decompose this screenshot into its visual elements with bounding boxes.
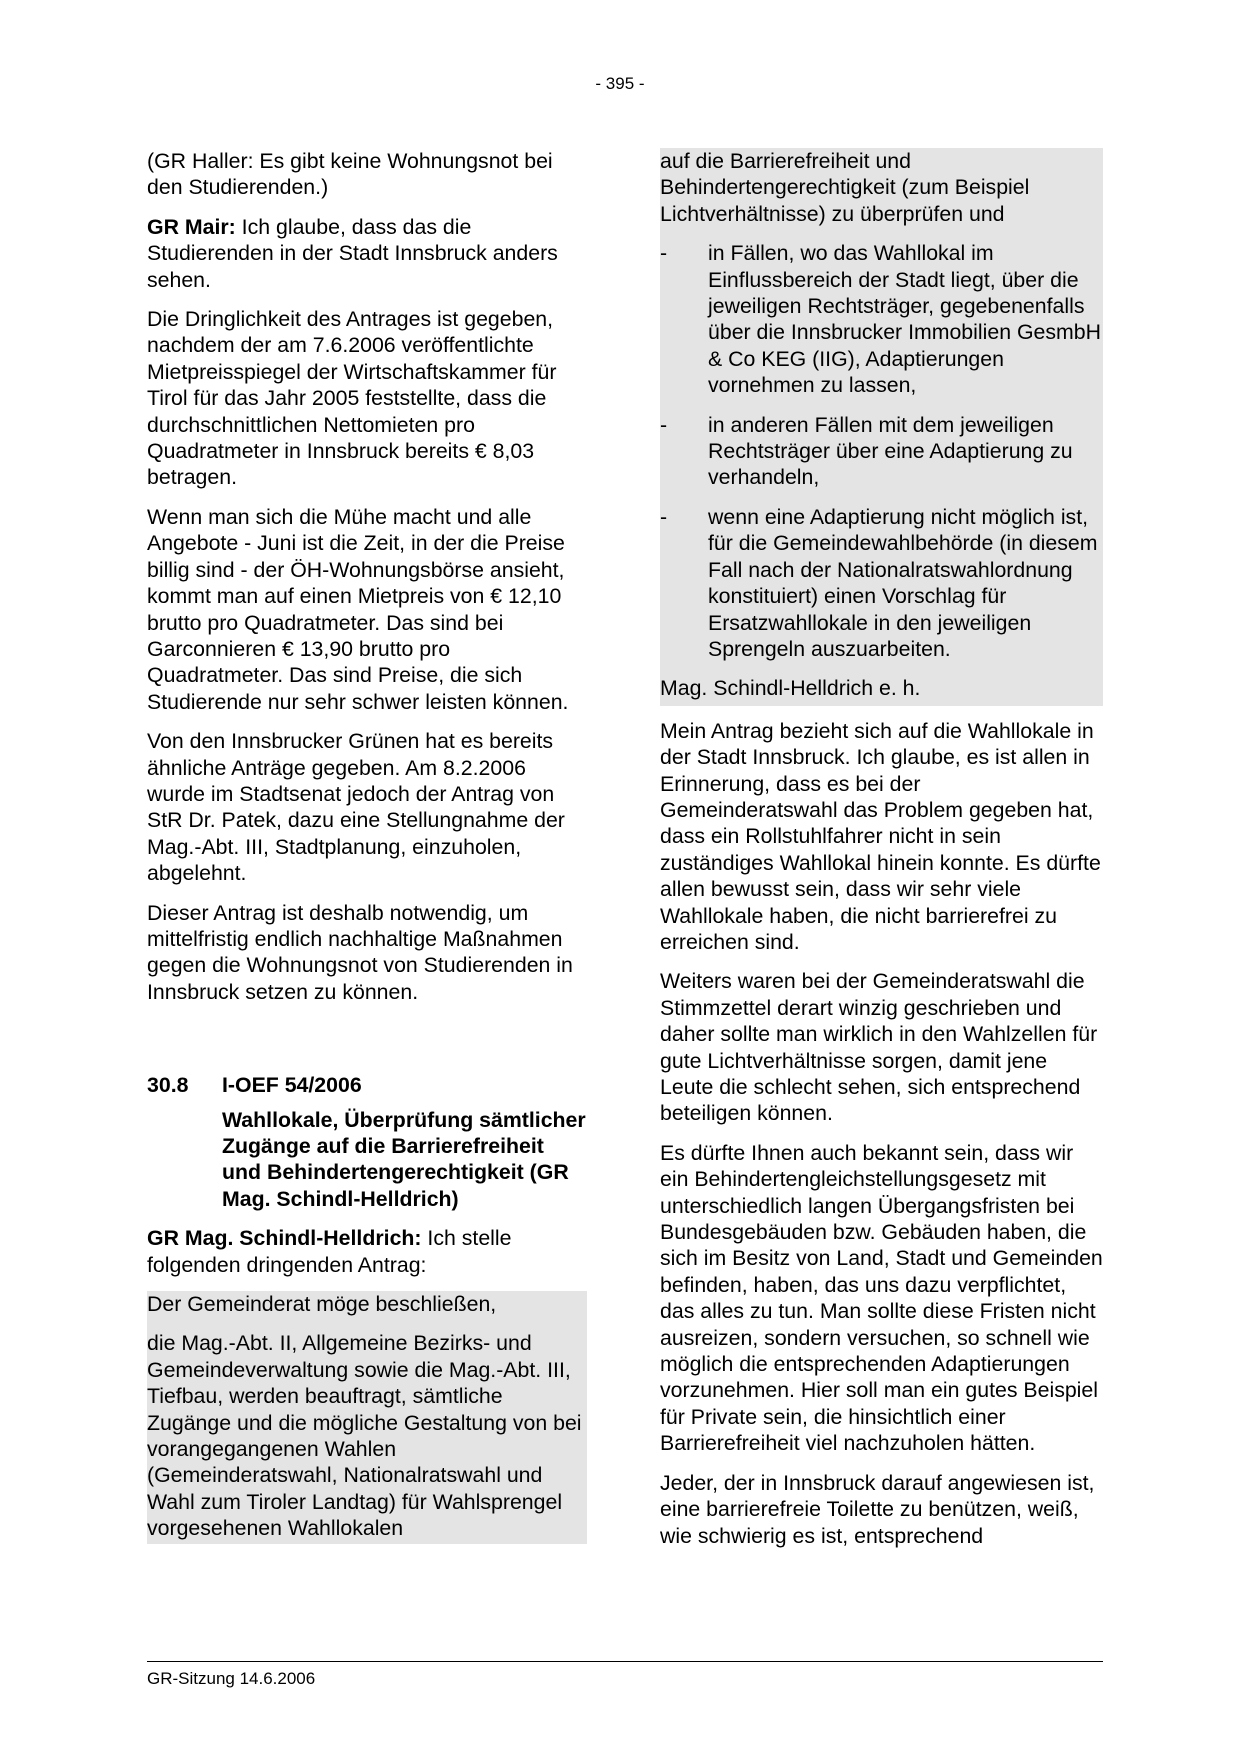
speaker-name: GR Mair: xyxy=(147,214,236,239)
speech-paragraph: Dieser Antrag ist deshalb notwendig, um mittelfristig endlich nachhaltige Maßnahmen gegen die Wohnungsnot von Studierenden in Innsbruck setzen zu können. xyxy=(147,900,573,1004)
speech-paragraph: Jeder, der in Innsbruck darauf angewiesen ist, eine barrierefreie Toilette zu benützen, weiß, wie schwierig es ist, entsprechend xyxy=(660,1470,1095,1548)
speech-paragraph: Weiters waren bei der Gemeinderatswahl die Stimmzettel derart winzig geschrieben und daher sollte man wirklich in den Wahlzellen für gute Lichtverhältnisse sorgen, damit jene Leute die schlecht sehen, sich entsprechend beteiligen können. xyxy=(660,969,1098,1126)
list-dash: - xyxy=(660,504,668,529)
footer-divider xyxy=(147,1661,1103,1662)
motion-list-item xyxy=(660,240,1103,411)
section-heading xyxy=(147,1072,587,1098)
footer-session-label: GR-Sitzung 14.6.2006 xyxy=(147,1669,316,1688)
speech-paragraph xyxy=(147,1225,587,1278)
speech-paragraph: Es dürfte Ihnen auch bekannt sein, dass wir ein Behindertengleichstellungsgesetz mit unterschiedlich langen Übergangsfristen bei Bundesgebäuden bzw. Gebäuden haben, die sich im Besitz von Land, Stadt und Gemeinden befinden, haben, das uns dazu verpflichtet, das alles zu tun. Man sollte diese Fristen nicht ausreizen, sondern versuchen, so schnell wie möglich die entsprechenden Adaptierungen vorzunehmen. Hier soll man ein gutes Beispiel für Private sein, die hinsichtlich einer Barrierefreiheit viel nachzuholen hätten. xyxy=(660,1140,1103,1456)
list-item-text: wenn eine Adaptierung nicht möglich ist, für die Gemeindewahlbehörde (in diesem Fall nach der Nationalratswahlordnung konstituiert) einen Vorschlag für Ersatzwahllokale in den jeweiligen Sprengeln auszuarbeiten. xyxy=(708,504,1098,661)
motion-box xyxy=(147,1291,587,1544)
right-column xyxy=(660,148,1103,1562)
section-number: 30.8 xyxy=(147,1073,189,1098)
speech-paragraph xyxy=(147,214,587,293)
motion-intro: Der Gemeinderat möge beschließen, xyxy=(147,1291,587,1330)
motion-body: die Mag.-Abt. II, Allgemeine Bezirks- und Gemeindeverwaltung sowie die Mag.-Abt. III, Tiefbau, werden beauftragt, sämtliche Zugänge und die mögliche Gestaltung von bei vorangegangenen Wahlen (Gemeinderatswahl, Nationalratswahl und Wahl zum Tiroler Landtag) für Wahlsprengel vorgesehenen Wahllokalen xyxy=(147,1330,587,1543)
speech-paragraph: Die Dringlichkeit des Antrages ist gegeben, nachdem der am 7.6.2006 veröffentlichte Mietpreisspiegel der Wirtschaftskammer für Tirol für das Jahr 2005 feststellte, dass die durchschnittlichen Nettomieten pro Quadratmeter in Innsbruck bereits € 8,03 betragen. xyxy=(147,307,557,490)
motion-continuation: auf die Barrierefreiheit und Behindertengerechtigkeit (zum Beispiel Lichtverhältnisse) zu überprüfen und xyxy=(660,148,1103,240)
motion-signature: Mag. Schindl-Helldrich e. h. xyxy=(660,675,1103,705)
speech-text: Ich glaube, dass das die Studierenden in der Stadt Innsbruck anders sehen. xyxy=(147,214,558,292)
list-item-text: in anderen Fällen mit dem jeweiligen Rechtsträger über eine Adaptierung zu verhandeln, xyxy=(708,412,1073,490)
left-column xyxy=(147,148,587,1556)
speech-text: Ich stelle folgenden dringenden Antrag: xyxy=(147,1226,512,1277)
speech-paragraph: Von den Innsbrucker Grünen hat es bereits ähnliche Anträge gegeben. Am 8.2.2006 wurde im Stadtsenat jedoch der Antrag von StR Dr. Patek, dazu eine Stellungnahme der Mag.-Abt. III, Stadtplanung, einzuholen, abgelehnt. xyxy=(147,729,565,886)
list-dash: - xyxy=(660,412,668,437)
interjection-paragraph: (GR Haller: Es gibt keine Wohnungsnot bei den Studierenden.) xyxy=(147,149,553,200)
speaker-name: GR Mag. Schindl-Helldrich: xyxy=(147,1226,422,1251)
list-dash: - xyxy=(660,241,668,266)
motion-list-item xyxy=(660,412,1103,504)
motion-list-item xyxy=(660,504,1103,675)
speech-paragraph: Wenn man sich die Mühe macht und alle Angebote - Juni ist die Zeit, in der die Preise billig sind - der ÖH-Wohnungsbörse ansieht, kommt man auf einen Mietpreis von € 12,10 brutto pro Quadratmeter. Das sind bei Garconnieren € 13,90 brutto pro Quadratmeter. Das sind Preise, die sich Studierende nur sehr schwer leisten können. xyxy=(147,504,569,714)
speech-paragraph: Mein Antrag bezieht sich auf die Wahllokale in der Stadt Innsbruck. Ich glaube, es ist allen in Erinnerung, dass es bei der Gemeinderatswahl das Problem gegeben hat, dass ein Rollstuhlfahrer nicht in sein zuständiges Wahllokal hinein konnte. Es dürfte allen bewusst sein, dass wir sehr viele Wahllokale haben, die nicht barrierefrei zu erreichen sind. xyxy=(660,718,1101,954)
section-code: I-OEF 54/2006 xyxy=(222,1073,362,1098)
motion-box-continued xyxy=(660,148,1103,706)
page-number: - 395 - xyxy=(595,74,645,93)
list-item-text: in Fällen, wo das Wahllokal im Einflussbereich der Stadt liegt, über die jeweiligen Rechtsträger, gegebenenfalls über die Innsbrucker Immobilien GesmbH & Co KEG (IIG), Adaptierungen vornehmen zu lassen, xyxy=(708,241,1101,398)
section-title: Wahllokale, Überprüfung sämtlicher Zugänge auf die Barrierefreiheit und Behindertengerechtigkeit (GR Mag. Schindl-Helldrich) xyxy=(222,1107,586,1211)
